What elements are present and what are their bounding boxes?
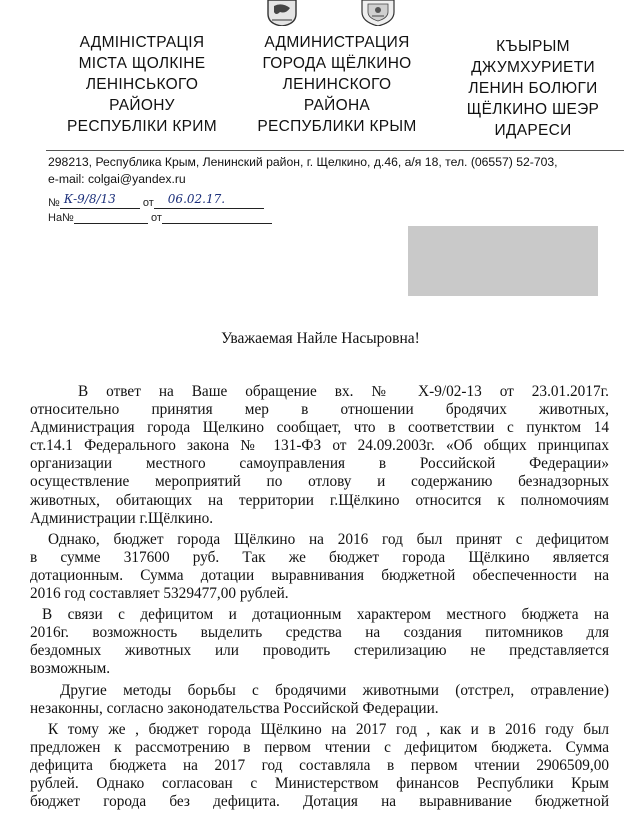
letter-body — [30, 383, 609, 811]
body-line: осуществление мероприятий по отлову и содержанию безнадзорных — [30, 473, 609, 491]
body-line: ст.14.1 Федерального закона № 131-ФЗ от 24.09.2003г. «Об общих принципах — [30, 437, 609, 455]
body-line: 2016 год составляет 5329477,00 рублей. — [30, 585, 289, 603]
reference-date-label: от — [142, 197, 154, 209]
body-line: возможным. — [30, 660, 111, 678]
body-line: в сумме 317600 руб. Так же бюджет города Щёлкино является — [30, 548, 609, 566]
header-ru-line: РЕСПУБЛИКИ КРЫМ — [257, 118, 417, 135]
header-ua-line: МІСТА ЩОЛКІНЕ — [78, 55, 206, 72]
body-line: бездомных животных или проводить стерилизацию не представляется — [30, 642, 609, 660]
coat-of-arms-left-icon — [262, 0, 302, 26]
body-line: К тому же , бюджет города Щёлкино на 2017 год , как и в 2016 году был — [48, 720, 609, 738]
body-line: 2016г. возможность выделить средства на создания питомников для — [30, 624, 609, 642]
coat-of-arms-right-icon — [358, 0, 398, 26]
header-ua-line: РЕСПУБЛІКИ КРИМ — [67, 118, 217, 135]
incoming-reference — [48, 211, 272, 224]
reference-number-label: № — [48, 197, 60, 209]
body-line: Администрации г.Щёлкино. — [30, 509, 214, 527]
incoming-date-label: от — [150, 212, 162, 224]
header-russian — [238, 32, 436, 137]
redacted-addressee-block — [408, 226, 598, 296]
outgoing-reference — [48, 192, 264, 209]
salutation: Уважаемая Найле Насыровна! — [221, 330, 420, 347]
header-ru-line: ЛЕНИНСКОГО — [282, 76, 392, 93]
header-ua-line: АДМІНІСТРАЦІЯ — [79, 34, 205, 51]
body-line: бюджет города без дефицита. Дотация на выравнивание бюджетной — [30, 793, 609, 811]
header-crh-line: ЛЕНИН БОЛЮГИ — [468, 80, 598, 97]
body-line: Однако, бюджет города Щёлкино на 2016 год был принят с дефицитом — [48, 530, 609, 548]
header-crh-line: ИДАРЕСИ — [494, 122, 572, 139]
contact-address: 298213, Республика Крым, Ленинский район, г. Щелкино, д.46, а/я 18, тел. (06557) 52-703, — [48, 155, 558, 169]
header-ua-line: РАЙОНУ — [109, 97, 175, 114]
header-crh-line: ЩЁЛКИНО ШЕЭР — [466, 101, 600, 118]
body-line: В связи с дефицитом и дотационным характером местного бюджета на — [42, 606, 609, 624]
body-line: В ответ на Ваше обращение вх. № Х-9/02-13 от 23.01.2017г. — [78, 383, 609, 400]
header-ru-line: АДМИНИСТРАЦИЯ — [264, 34, 410, 51]
header-crh-line: ДЖУМХУРИЕТИ — [471, 59, 595, 76]
header-ukrainian — [52, 32, 232, 137]
header-divider — [46, 150, 624, 151]
body-line: дотационным. Сумма дотации выравнивания бюджетной обеспеченности на — [30, 566, 609, 584]
header-ru-line: ГОРОДА ЩЁЛКИНО — [262, 55, 412, 72]
contact-block — [48, 154, 618, 188]
body-line: организации местного самоуправления в Российской Федерации» — [30, 455, 609, 473]
body-line: Администрация города Щелкино сообщает, что в соответствии с пунктом 14 — [30, 419, 609, 437]
body-line: относительно принятия мер в отношении бродячих животных, — [30, 401, 609, 419]
reference-date-value: 06.02.17. — [167, 192, 226, 206]
body-line: незаконны, согласно законодательства Российской Федерации. — [30, 699, 439, 717]
body-line: предложен к рассмотрению в первом чтении с дефицитом бюджета. Сумма — [30, 738, 609, 756]
header-crh-line: КЪЫРЫМ — [496, 38, 570, 55]
body-line: дефицита бюджета на 2017 год составляла в первом чтении 2906509,00 — [30, 756, 609, 774]
reference-number-value: К-9/8/13 — [63, 192, 116, 206]
body-line: Другие методы борьбы с бродячими животными (отстрел, отравление) — [60, 681, 609, 699]
incoming-number-label: На№ — [48, 212, 74, 224]
contact-email: e-mail: colgai@yandex.ru — [48, 172, 186, 186]
body-line: животных, обитающих на территории г.Щёлкино относится к полномочиям — [30, 491, 609, 509]
header-ua-line: ЛЕНІНСЬКОГО — [85, 76, 199, 93]
body-line: рублей. Однако согласован с Министерством финансов Республики Крым — [30, 774, 609, 792]
header-crimean-tatar — [448, 36, 618, 141]
header-ru-line: РАЙОНА — [303, 97, 371, 114]
